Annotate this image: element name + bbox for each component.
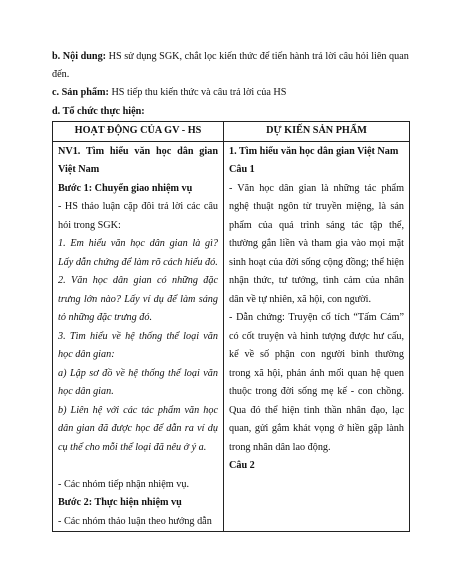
question-1: 1. Em hiểu văn học dân gian là gì? Lấy dẫn chứng để làm rõ cách hiểu đó. [58, 238, 218, 268]
content-label: b. Nội dung: [52, 51, 107, 62]
question-3a: a) Lập sơ đồ về hệ thống thể loại văn học dân gian. [58, 367, 218, 397]
question-3b: b) Liên hệ với các tác phẩm văn học dân gian đã được học để dẫn ra ví dụ cụ thể cho mỗi thể loại đã nêu ở ý a. [58, 404, 218, 453]
answer-1-example: - Dẫn chứng: Truyện cổ tích “Tấm Cám” có cốt truyện và hình tượng được hư cấu, kể về số phận con người bình thường trong xã hội, phản ánh mối quan hệ quen thuộc trong đời sống mẹ kế - con chồng. Qua đó thể hiện tinh thần nhân đạo, lạc quan, gửi gắm khát vọng ở hiền gặp lành trong nhân dân lao động. [229, 312, 404, 453]
header-teacher-student: HOẠT ĐỘNG CỦA GV - HS [53, 122, 224, 142]
answer-1-heading: Câu 1 [229, 164, 255, 175]
task-instruction: - HS thảo luận cặp đôi trả lời các câu hỏi trong SGK: [58, 201, 218, 231]
header-expected-product: DỰ KIẾN SẢN PHẨM [224, 122, 410, 142]
product-line [52, 84, 410, 102]
product-title: 1. Tìm hiểu văn học dân gian Việt Nam [229, 145, 399, 157]
activity-table [52, 121, 410, 532]
step1-heading: Bước 1: Chuyển giao nhiệm vụ [58, 182, 193, 194]
step2-heading: Bước 2: Thực hiện nhiệm vụ [58, 497, 182, 508]
org-label: d. Tổ chức thực hiện: [52, 105, 145, 117]
groups-receive: - Các nhóm tiếp nhận nhiệm vụ. [58, 478, 189, 490]
content-text: HS sử dụng SGK, chắt lọc kiến thức để tiến hành trả lời câu hỏi liên quan đến. [52, 51, 409, 81]
discuss-instruction: - Các nhóm thảo luận theo hướng dẫn [58, 515, 212, 527]
product-label: c. Sản phẩm: [52, 87, 109, 99]
product-cell [224, 141, 410, 532]
answer-2-heading: Câu 2 [229, 460, 255, 471]
question-3: 3. Tìm hiểu về hệ thống thể loại văn học dân gian: [58, 330, 218, 360]
table-header-row [53, 122, 410, 142]
table-row [53, 141, 410, 532]
activity-cell [53, 141, 224, 532]
spacer [58, 457, 218, 476]
intro-section [52, 48, 410, 121]
product-text: HS tiếp thu kiến thức và câu trả lời của HS [108, 87, 287, 99]
answer-1-definition: - Văn học dân gian là những tác phẩm nghệ thuật ngôn từ truyền miệng, là sản phẩm của quá trình sáng tác tập thể, thường gắn liền và tham gia vào mọi mặt sinh hoạt của đời sống cộng đồng; thể hiện nhận thức, tư tưởng, tình cảm của nhân dân về tự nhiên, xã hội, con người. [229, 182, 404, 305]
question-2: 2. Văn học dân gian có những đặc trưng lớn nào? Lấy ví dụ để làm sáng tỏ những đặc trưng đó. [58, 275, 218, 323]
task-title: NV1. Tìm hiểu văn học dân gian Việt Nam [58, 145, 218, 175]
org-line [52, 103, 410, 121]
content-line [52, 48, 410, 84]
